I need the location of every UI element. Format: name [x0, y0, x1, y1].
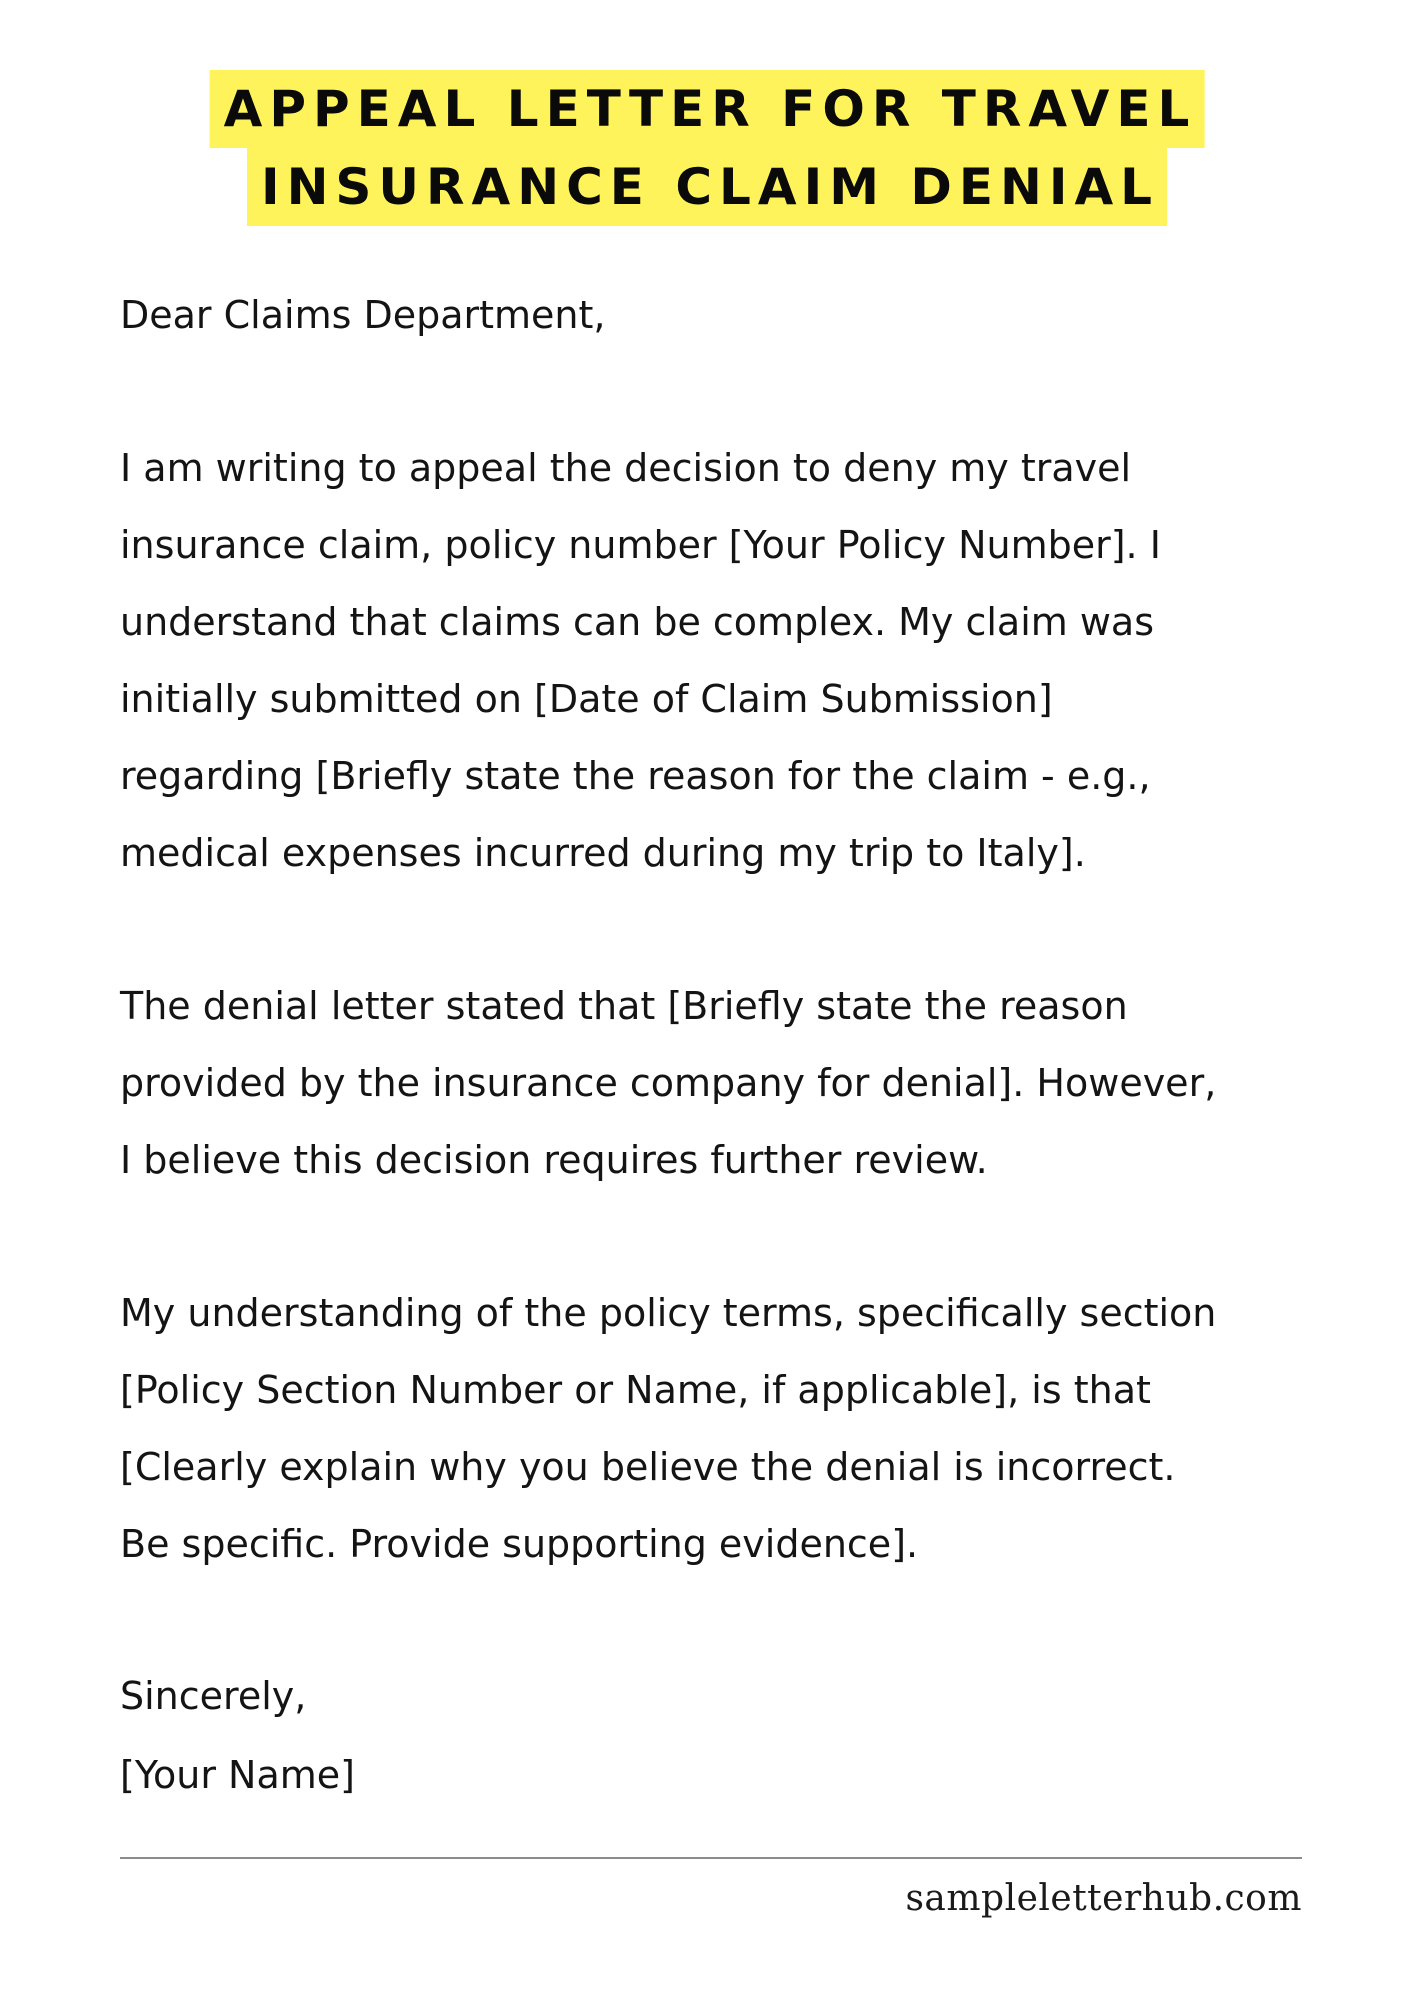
paragraph-2: The denial letter stated that [Briefly state the reason provided by the insurance company for denial]. However, I believe this decision requires further review. — [120, 984, 1217, 1182]
title-line-1: APPEAL LETTER FOR TRAVEL — [210, 70, 1205, 148]
paragraph-3: My understanding of the policy terms, specifically section [Policy Section Number or Name, if applicable], is that [Clearly explain why you believe the denial is incorrect. Be specific. Provide supporting evidence]. — [120, 1291, 1217, 1566]
salutation: Dear Claims Department, — [120, 293, 606, 337]
title-line-2: INSURANCE CLAIM DENIAL — [247, 148, 1167, 226]
footer-site-name: sampleletterhub.com — [905, 1878, 1302, 1919]
closing: Sincerely, — [120, 1674, 307, 1718]
signature: [Your Name] — [120, 1753, 355, 1797]
paragraph-1: I am writing to appeal the decision to deny my travel insurance claim, policy number [Your Policy Number]. I understand that claims can be complex. My claim was initially submitted on [Date of Claim Submission] regarding [Briefly state the reason for the claim - e.g., medical expenses incurred during my trip to Italy]. — [120, 446, 1161, 875]
footer-divider — [120, 1857, 1302, 1859]
